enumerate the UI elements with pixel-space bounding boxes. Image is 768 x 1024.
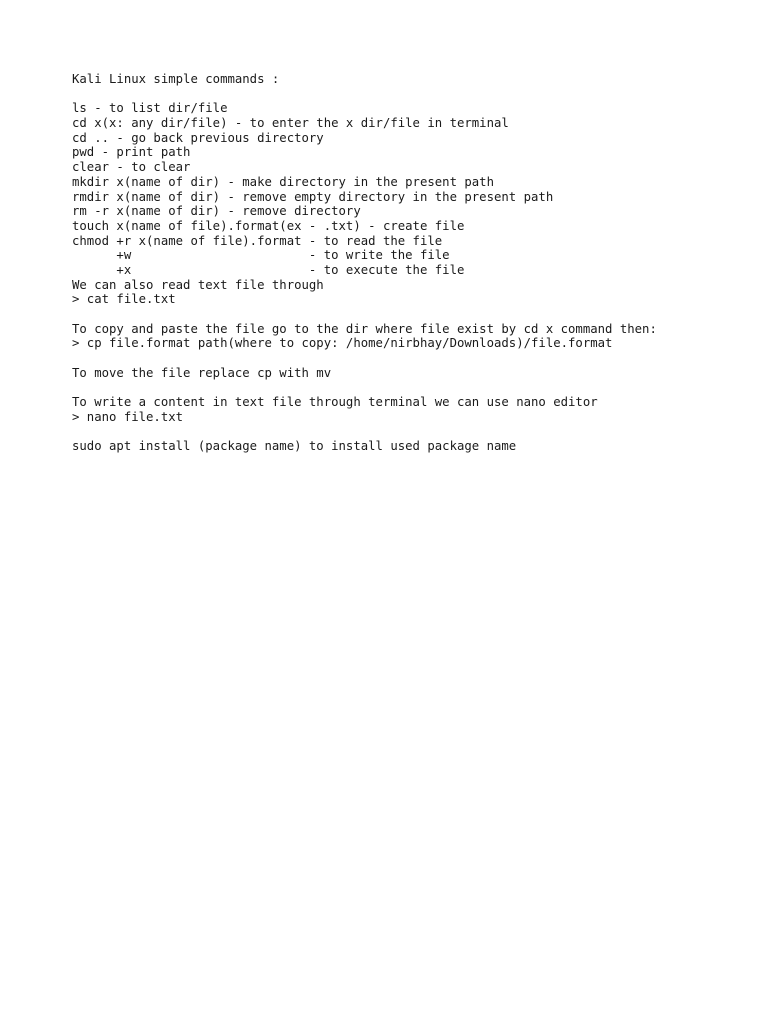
text-line: pwd - print path <box>72 145 191 160</box>
blank-line <box>72 307 752 322</box>
text-line: To move the file replace cp with mv <box>72 365 332 380</box>
blank-line <box>72 380 752 395</box>
text-line: +x - to execute the file <box>72 262 465 277</box>
blank-line <box>72 425 752 440</box>
command-line: > nano file.txt <box>72 409 184 424</box>
text-line: +w - to write the file <box>72 248 450 263</box>
blank-line <box>72 351 752 366</box>
blank-line <box>72 87 752 102</box>
document-title: Kali Linux simple commands : <box>72 72 280 86</box>
text-line: clear - to clear <box>72 160 191 175</box>
text-line: cd x(x: any dir/file) - to enter the x dir/file in terminal <box>72 116 509 131</box>
text-line: We can also read text file through <box>72 277 324 292</box>
text-line: rmdir x(name of dir) - remove empty directory in the present path <box>72 189 554 204</box>
text-line: mkdir x(name of dir) - make directory in the present path <box>72 174 494 189</box>
text-line: To write a content in text file through terminal we can use nano editor <box>72 395 598 410</box>
text-line: cd .. - go back previous directory <box>72 130 324 145</box>
text-line: ls - to list dir/file <box>72 101 228 116</box>
document-body <box>72 72 752 454</box>
text-line: chmod +r x(name of file).format - to read the file <box>72 233 443 248</box>
text-line: To copy and paste the file go to the dir where file exist by cd x command then: <box>72 321 657 336</box>
text-line: touch x(name of file).format(ex - .txt) - create file <box>72 218 465 233</box>
command-line: > cp file.format path(where to copy: /home/nirbhay/Downloads)/file.format <box>72 336 613 351</box>
text-line: rm -r x(name of dir) - remove directory <box>72 204 361 219</box>
text-line: sudo apt install (package name) to install used package name <box>72 439 517 454</box>
command-line: > cat file.txt <box>72 292 176 307</box>
